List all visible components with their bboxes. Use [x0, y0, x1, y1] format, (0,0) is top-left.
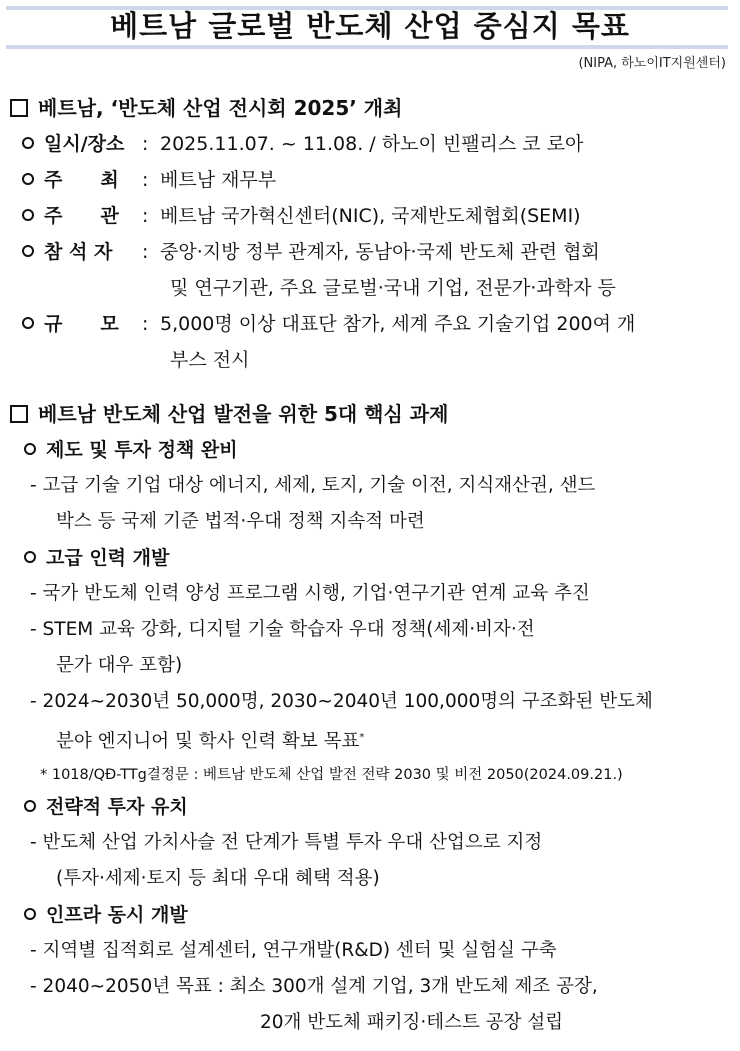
info-row-host: 주 최 : 베트남 재무부 [22, 166, 276, 194]
task-policy-line-2: 박스 등 국제 기준 법적·우대 정책 지속적 마련 [56, 511, 425, 532]
task-title-policy: 제도 및 투자 정책 완비 [24, 436, 238, 464]
footnote-marker: * [359, 732, 365, 743]
section-heading-tasks: 베트남 반도체 산업 발전을 위한 5대 핵심 과제 [10, 400, 448, 428]
info-row-organizer: 주 관 : 베트남 국가혁신센터(NIC), 국제반도체협회(SEMI) [22, 202, 581, 230]
circle-bullet-icon [24, 551, 36, 563]
circle-bullet-icon [22, 137, 34, 149]
circle-bullet-icon [22, 209, 34, 221]
task-investment-line-2: (투자·세제·토지 등 최대 우대 혜택 적용) [56, 868, 380, 889]
page-title: 베트남 글로벌 반도체 산업 중심지 목표 [110, 9, 630, 43]
circle-bullet-icon [24, 908, 36, 920]
task-talent-line-1: - 국가 반도체 인력 양성 프로그램 시행, 기업·연구기관 연계 교육 추진 [30, 583, 590, 604]
circle-bullet-icon [22, 317, 34, 329]
task-investment-line-1: - 반도체 산업 가치사슬 전 단계가 특별 투자 우대 산업으로 지정 [30, 832, 543, 853]
task-talent-line-3: 문가 대우 포함) [56, 655, 183, 676]
source-note: (NIPA, 하노이IT지원센터) [578, 56, 726, 71]
info-row-date-place: 일시/장소 : 2025.11.07. ~ 11.08. / 하노이 빈팰리스 코 로아 [22, 130, 583, 158]
square-bullet-icon [10, 99, 28, 117]
info-row-attendees: 참 석 자 : 중앙·지방 정부 관계자, 동남아·국제 반도체 관련 협회 [22, 238, 600, 266]
task-policy-line-1: - 고급 기술 기업 대상 에너지, 세제, 토지, 기술 이전, 지식재산권, 샌드 [30, 475, 596, 496]
info-row-scale: 규 모 : 5,000명 이상 대표단 참가, 세계 주요 기술기업 200여 개 [22, 310, 635, 338]
task-talent-line-5: 분야 엔지니어 및 학사 인력 확보 목표* [56, 731, 365, 753]
task-talent-line-4: - 2024~2030년 50,000명, 2030~2040년 100,000명의 구조화된 반도체 [30, 691, 653, 712]
task-infra-line-2: - 2040~2050년 목표 : 최소 300개 설계 기업, 3개 반도체 제조 공장, [30, 976, 598, 997]
circle-bullet-icon [22, 245, 34, 257]
task-title-talent: 고급 인력 개발 [24, 544, 169, 572]
task-talent-line-2: - STEM 교육 강화, 디지털 기술 학습자 우대 정책(세제·비자·전 [30, 619, 535, 640]
task-title-investment: 전략적 투자 유치 [24, 793, 188, 821]
circle-bullet-icon [24, 800, 36, 812]
title-bottom-rule [6, 45, 728, 49]
task-infra-line-3: 20개 반도체 패키징·테스트 공장 설립 [260, 1012, 564, 1033]
square-bullet-icon [10, 405, 28, 423]
info-row-scale-cont: 부스 전시 [170, 349, 250, 371]
task-title-infrastructure: 인프라 동시 개발 [24, 901, 188, 929]
circle-bullet-icon [22, 173, 34, 185]
circle-bullet-icon [24, 443, 36, 455]
section-heading-exhibition: 베트남, ‘반도체 산업 전시회 2025’ 개최 [10, 94, 402, 122]
footnote: * 1018/QĐ-TTg결정문 : 베트남 반도체 산업 발전 전략 2030 및 비전 2050(2024.09.21.) [40, 767, 623, 783]
info-row-attendees-cont: 및 연구기관, 주요 글로벌·국내 기업, 전문가·과학자 등 [170, 277, 616, 299]
task-infra-line-1: - 지역별 집적회로 설계센터, 연구개발(R&D) 센터 및 실험실 구축 [30, 940, 557, 961]
